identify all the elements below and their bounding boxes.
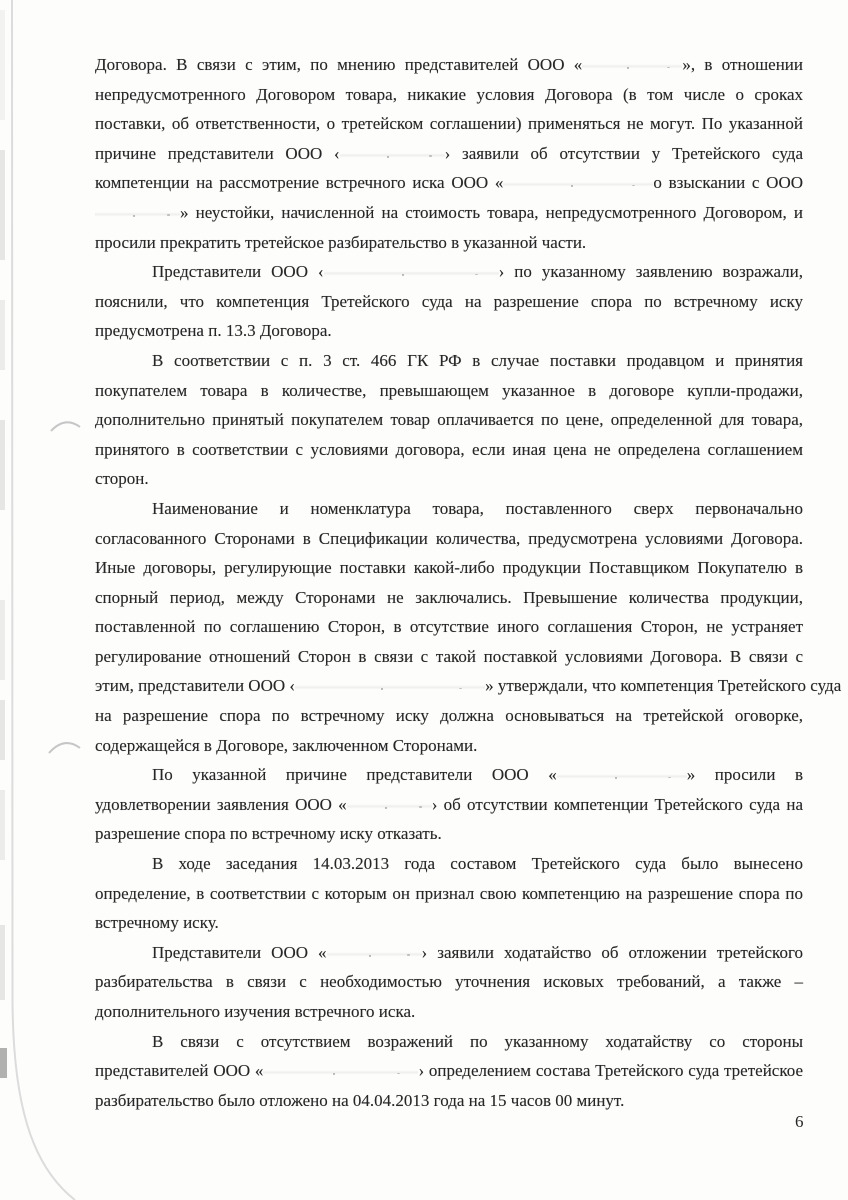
text-run: удовлетворении заявления ООО « (95, 794, 347, 814)
text-line (95, 405, 803, 435)
scan-arc-mark (48, 736, 82, 758)
text-run: непредусмотренного Договором товара, никакие условия Договора (в том числе о сроках (95, 84, 803, 104)
text-run: компетенции на рассмотрение встречного иска ООО « (95, 173, 504, 193)
text-line (95, 1027, 803, 1057)
text-line (95, 642, 803, 672)
text-run: », в отношении (682, 55, 803, 74)
text-line (95, 908, 803, 938)
scan-edge-mark (0, 150, 5, 260)
text-run: разбирательство было отложено на 04.04.2013 года на 15 часов 00 минут. (95, 1090, 625, 1110)
text-run: определение, в соответствии с которым он признал свою компетенцию на разрешение спора по (95, 883, 803, 903)
text-line (95, 376, 803, 406)
text-run: » просили в (686, 765, 804, 785)
text-run: на разрешение спора по встречному иску должна основываться на третейской оговорке, (95, 706, 803, 726)
text-run: этим, представители ООО ‹ (95, 676, 296, 696)
text-run: поставленной по соглашению Сторон, в отсутствие иного соглашения Сторон, не устраняет (95, 617, 803, 637)
text-line (95, 109, 803, 139)
text-run: дополнительного изучения встречного иска. (95, 1002, 416, 1021)
text-line (95, 464, 803, 494)
text-run: поставки, об ответственности, о третейском соглашении) применяться не могут. По указанной (95, 114, 803, 134)
page-number: 6 (795, 1112, 804, 1131)
text-run: В соответствии с п. 3 ст. 466 ГК РФ в случае поставки продавцом и принятия (152, 350, 803, 370)
text-line (95, 967, 803, 997)
text-run: разбирательства в связи с необходимостью уточнения исковых требований, а также – (95, 972, 803, 992)
text-line (95, 879, 803, 909)
document-text (95, 50, 842, 1115)
text-run: › заявили об отсутствии у Третейского суда (444, 143, 803, 163)
text-run: спорный период, между Сторонами не заключались. Превышение количества продукции, (95, 587, 803, 607)
text-line (95, 731, 803, 761)
text-run: В ходе заседания 14.03.2013 года составом Третейского суда было вынесено (152, 854, 803, 874)
scan-edge-mark (0, 790, 5, 860)
scan-edge-mark (0, 925, 5, 1000)
redaction-smudge (295, 678, 485, 691)
paragraph (95, 494, 842, 760)
text-line (95, 671, 842, 701)
text-line (95, 228, 803, 258)
text-line (95, 494, 803, 524)
text-run: › по указанному заявлению возражали, (498, 262, 803, 282)
text-run: встречному иску. (95, 913, 219, 933)
text-line (95, 819, 803, 849)
redaction-smudge (263, 1063, 418, 1076)
text-run: причине представители ООО ‹ (95, 143, 340, 163)
scan-edge-mark (0, 420, 5, 510)
text-run: просили прекратить третейское разбирательство в указанной части. (95, 232, 587, 252)
text-line (95, 139, 803, 169)
redaction-smudge (347, 797, 432, 810)
paragraph (95, 1027, 803, 1116)
text-line (95, 198, 803, 228)
text-run: сторон. (95, 469, 149, 489)
text-line (95, 938, 803, 968)
text-run: предусмотрена п. 13.3 Договора. (95, 321, 332, 341)
text-run: представителей ООО « (95, 1061, 264, 1081)
text-run: » неустойки, начисленной на стоимость товара, непредусмотренного Договором, и (180, 202, 803, 222)
text-run: регулирование отношений Сторон в связи с такой поставкой условиями Договора. В связи с (95, 646, 803, 666)
text-line (95, 435, 803, 465)
redaction-smudge (557, 767, 687, 780)
scan-edge-mark (0, 1048, 7, 1078)
text-line (95, 997, 803, 1027)
text-line (95, 612, 803, 642)
paragraph (95, 346, 803, 494)
redaction-smudge (340, 146, 445, 159)
scan-arc-mark (50, 416, 82, 436)
text-run: В связи с отсутствием возражений по указанному ходатайству со стороны (152, 1031, 803, 1051)
text-run: Наименование и номенклатура товара, поставленного сверх первоначально (152, 498, 803, 518)
text-line (95, 80, 803, 110)
text-line (95, 524, 803, 554)
text-line (95, 583, 803, 613)
paragraph (95, 257, 803, 346)
paragraph (95, 849, 803, 938)
redaction-smudge (503, 175, 653, 188)
text-line (95, 790, 803, 820)
paragraph (95, 50, 803, 257)
text-run: › определением состава Третейского суда третейское (418, 1061, 803, 1081)
text-line (95, 346, 803, 376)
text-run: дополнительно принятый покупателем товар оплачивается по цене, определенной для товара, (95, 410, 803, 430)
text-run: › об отсутствии компетенции Третейского суда на (431, 794, 803, 814)
text-run: › заявили ходатайство об отложении третейского (421, 942, 803, 962)
text-line (95, 1086, 803, 1116)
redaction-smudge (324, 264, 499, 277)
text-line (95, 760, 803, 790)
scan-edge-mark (0, 600, 5, 680)
text-run: разрешение спора по встречному иску отказать. (95, 824, 442, 844)
text-run: » утверждали, что компетенция Третейского суда (485, 676, 842, 696)
text-line (95, 553, 803, 583)
text-line (95, 287, 803, 317)
text-run: принятого в соответствии с условиями договора, если иная цена не определена соглашением (95, 439, 803, 459)
text-line (95, 1056, 803, 1086)
text-run: Иные договоры, регулирующие поставки какой-либо продукции Поставщиком Покупателю в (95, 558, 803, 578)
text-line (95, 701, 803, 731)
text-run: согласованного Сторонами в Спецификации количества, предусмотрена условиями Договора. (95, 528, 803, 548)
text-line (95, 50, 803, 80)
text-line (95, 849, 803, 879)
text-run: Договора. В связи с этим, по мнению представителей ООО « (95, 55, 583, 74)
text-line (95, 257, 803, 287)
text-line (95, 168, 803, 198)
text-run: Представители ООО « (152, 942, 327, 962)
paragraph (95, 760, 803, 849)
redaction-smudge (582, 57, 682, 70)
text-run: содержащейся в Договоре, заключенном Сторонами. (95, 735, 478, 755)
text-run: пояснили, что компетенция Третейского суда на разрешение спора по встречному иску (95, 291, 803, 311)
scan-edge-mark (0, 300, 5, 370)
text-line (95, 316, 803, 346)
scan-edge-mark (0, 10, 5, 120)
redaction-smudge (95, 205, 180, 218)
redaction-smudge (327, 945, 422, 958)
scan-edge-mark (0, 700, 5, 760)
text-run: Представители ООО ‹ (152, 262, 324, 282)
text-run: По указанной причине представители ООО « (152, 765, 557, 785)
text-run: о взыскании с ООО (653, 173, 803, 193)
text-run: покупателем товара в количестве, превышающем указанное в договоре купли-продажи, (95, 380, 803, 400)
paragraph (95, 938, 803, 1027)
